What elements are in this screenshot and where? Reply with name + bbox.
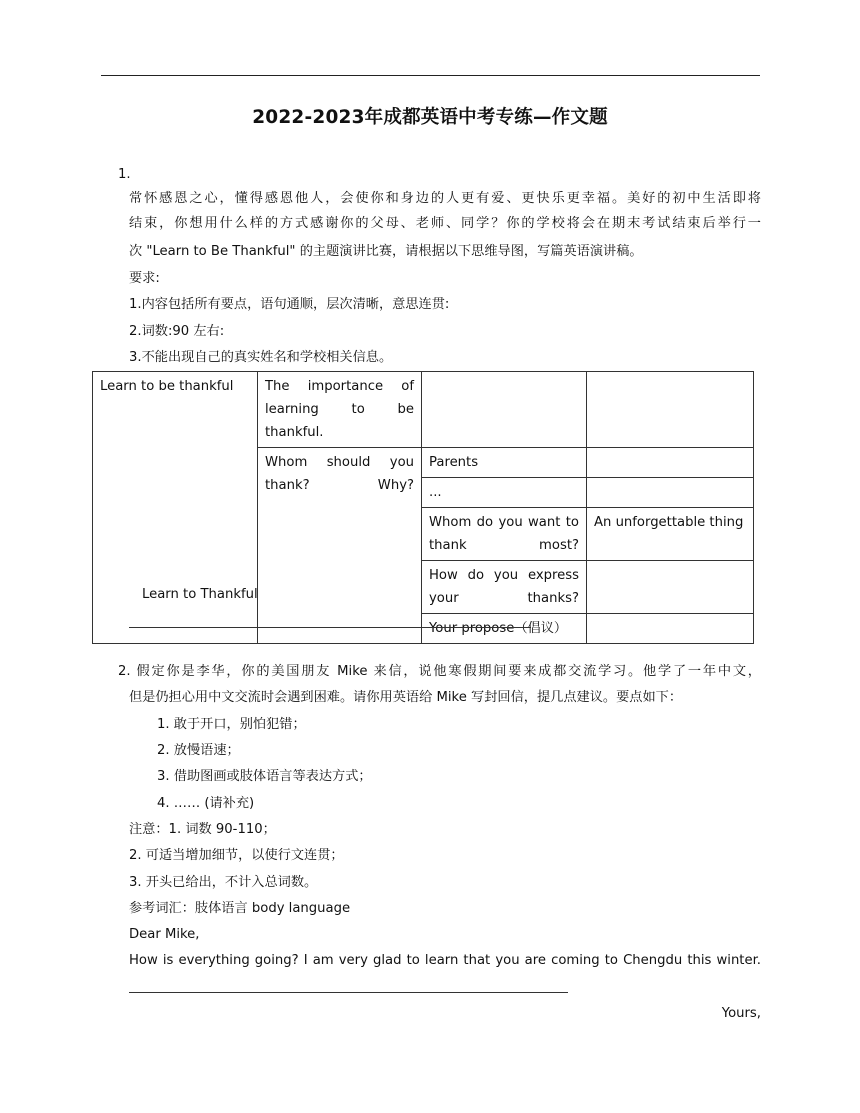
q2-opening: How is everything going? I am very glad to learn that you are coming to Chengdu this winter.	[129, 953, 761, 968]
table-cell-root: Learn to be thankful	[93, 372, 258, 644]
q1-requirements-label: 要求:	[129, 271, 160, 286]
q2-note-3: 3. 开头已给出，不计入总词数。	[129, 875, 318, 890]
q1-requirement-3: 3.不能出现自己的真实姓名和学校相关信息。	[129, 350, 393, 365]
table-cell-empty	[587, 372, 754, 448]
q2-point-4: 4. …… (请补充)	[157, 796, 255, 811]
q2-point-1: 1. 敢于开口，别怕犯错；	[157, 717, 306, 732]
q2-note-1: 注意：1. 词数 90-110；	[129, 822, 276, 837]
q2-note-2: 2. 可适当增加细节，以使行文连贯；	[129, 848, 344, 863]
q1-requirement-1: 1.内容包括所有要点，语句通顺，层次清晰，意思连贯:	[129, 297, 450, 312]
table-cell-empty	[587, 561, 754, 614]
table-cell-whom-most: Whom do you want to thank most?	[422, 508, 587, 561]
page-title: 2022-2023年成都英语中考专练—作文题	[252, 107, 608, 128]
table-cell-ellipsis: ...	[422, 478, 587, 508]
table-cell-empty	[587, 478, 754, 508]
q1-para-line-2: 结束，你想用什么样的方式感谢你的父母、老师、同学？你的学校将会在期末考试结束后举行一	[129, 216, 761, 231]
table-cell-parents: Parents	[422, 448, 587, 478]
q1-requirement-2: 2.词数:90 左右:	[129, 324, 225, 339]
table-cell-empty	[587, 448, 754, 478]
q1-para-line-1: 常怀感恩之心，懂得感恩他人，会使你和身边的人更有爱、更快乐更幸福。美好的初中生活即将	[129, 191, 761, 206]
q2-salutation: Dear Mike,	[129, 927, 200, 942]
q2-intro-line-1: 2. 假定你是李华，你的美国朋友 Mike 来信，说他寒假期间要来成都交流学习。他学了一年中文，	[118, 664, 761, 679]
q2-point-2: 2. 放慢语速；	[157, 743, 240, 758]
table-cell-whom: Whom should you thank? Why?	[258, 448, 422, 644]
q2-point-3: 3. 借助图画或肢体语言等表达方式；	[157, 769, 372, 784]
q2-vocab: 参考词汇：肢体语言 body language	[129, 901, 351, 916]
table-cell-unforgettable: An unforgettable thing	[587, 508, 754, 561]
table-cell-propose: Your propose（倡议）	[422, 614, 587, 644]
q1-para-line-3: 次 "Learn to Be Thankful" 的主题演讲比赛，请根据以下思维导图，写篇英语演讲稿。	[129, 244, 643, 259]
q2-intro-line-2: 但是仍担心用中文交流时会遇到困难。请你用英语给 Mike 写封回信，提几点建议。要点如下：	[129, 690, 683, 705]
q2-closing: Yours,	[721, 1006, 761, 1021]
q1-essay-title: Learn to Thankful	[142, 587, 258, 602]
q2-answer-line	[129, 992, 568, 993]
header-rule	[101, 75, 760, 76]
q1-number: 1.	[118, 167, 131, 182]
q1-answer-line	[129, 627, 531, 628]
table-cell-importance: The importance of learning to be thankful.	[258, 372, 422, 448]
table-cell-empty	[587, 614, 754, 644]
table-cell-empty	[422, 372, 587, 448]
mind-map-table	[92, 371, 754, 644]
table-cell-express: How do you express your thanks?	[422, 561, 587, 614]
